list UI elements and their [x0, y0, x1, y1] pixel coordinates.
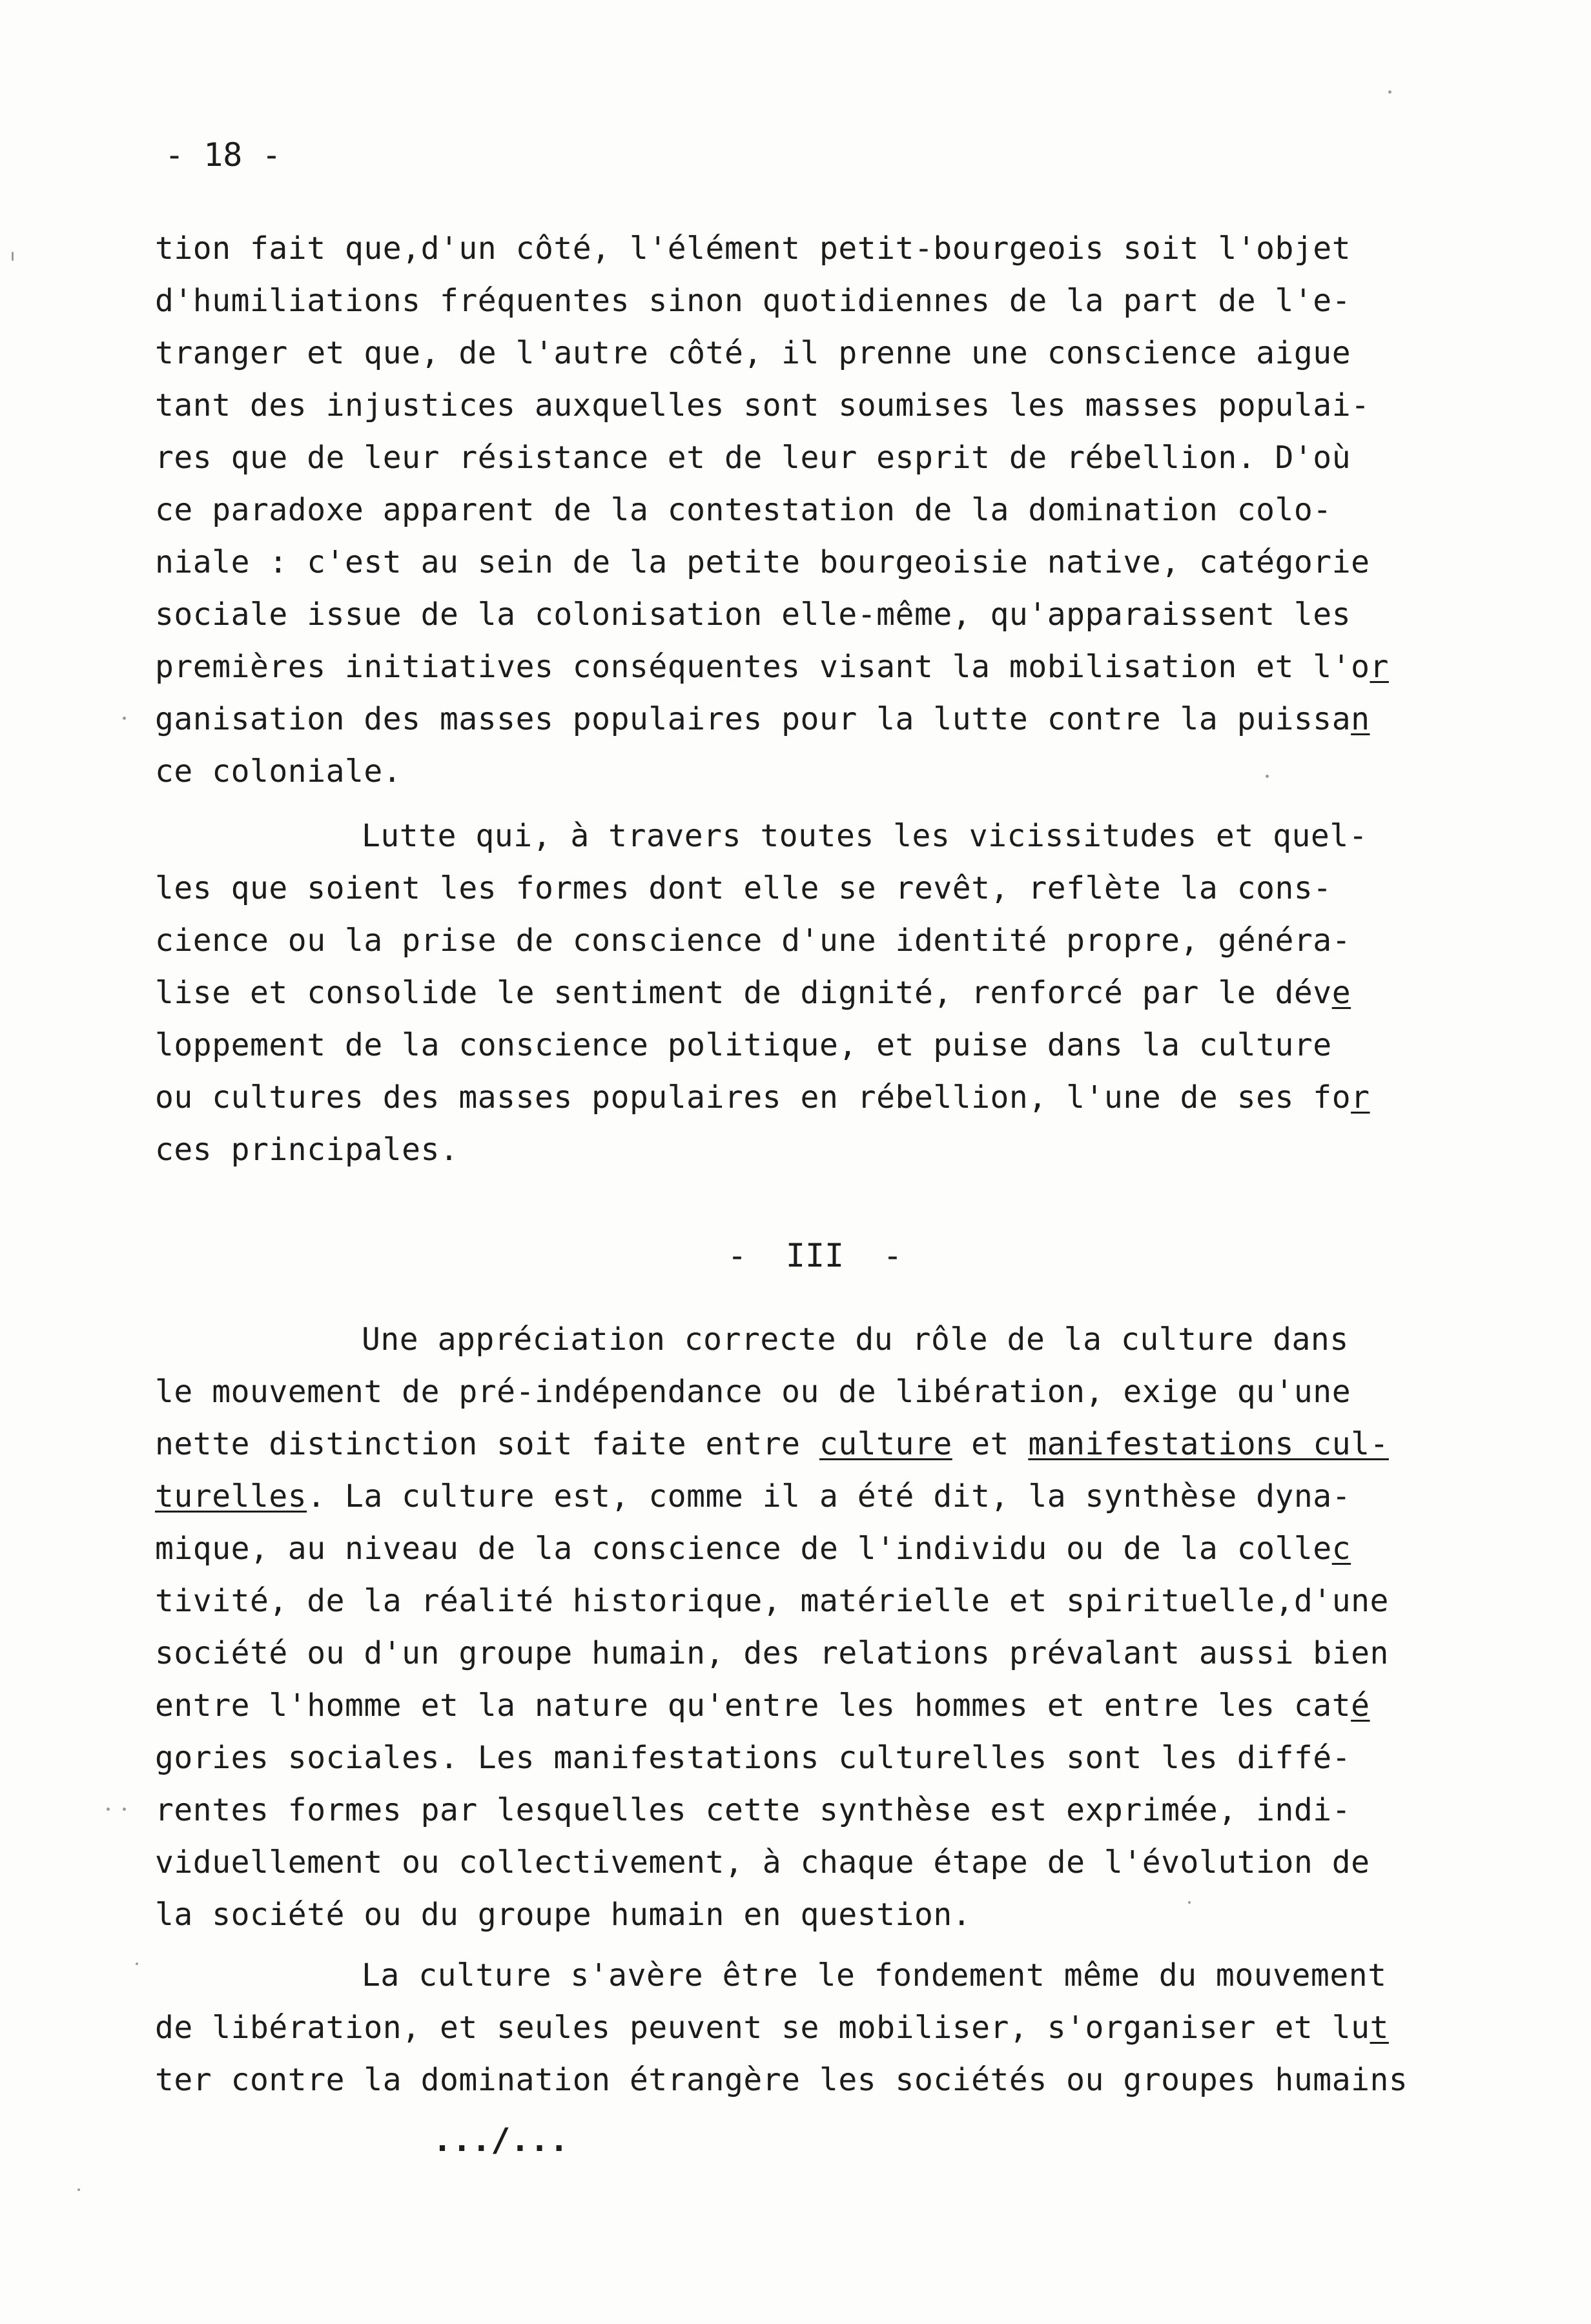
text-run: tion fait que,d'un côté, l'élément petit-bourgeois soit l'objet: [155, 230, 1351, 267]
text-line: [155, 1124, 1446, 1176]
underlined-text: manifestations cul-: [1028, 1426, 1389, 1462]
text-run: cience ou la prise de conscience d'une identité propre, généra-: [155, 922, 1351, 959]
text-line: [155, 1732, 1446, 1784]
text-line: [155, 484, 1446, 536]
page-number: - 18 -: [165, 136, 282, 174]
underlined-text: r: [1370, 649, 1389, 685]
text-line: [155, 1366, 1446, 1418]
underlined-text: culture: [819, 1426, 952, 1462]
text-line: [155, 1889, 1446, 1941]
text-line: [155, 275, 1446, 327]
paragraph-3: [155, 1314, 1446, 1941]
text-run: ce paradoxe apparent de la contestation de la domination colo-: [155, 492, 1332, 528]
text-line: [155, 967, 1446, 1019]
text-line: [155, 536, 1446, 589]
margin-speck: [136, 1962, 138, 1965]
text-run: mique, au niveau de la conscience de l'individu ou de la colle: [155, 1531, 1332, 1567]
text-line: [155, 1950, 1446, 2002]
text-run: rentes formes par lesquelles cette synthèse est exprimée, indi-: [155, 1792, 1351, 1828]
text-line: [155, 2054, 1446, 2106]
text-run: niale : c'est au sein de la petite bourgeoisie native, catégorie: [155, 544, 1370, 580]
text-run: les que soient les formes dont elle se revêt, reflète la cons-: [155, 870, 1332, 906]
text-run: nette distinction soit faite entre: [155, 1426, 819, 1462]
margin-speck: [77, 2188, 80, 2191]
text-line: [155, 1418, 1446, 1471]
paragraph-4: [155, 1950, 1446, 2106]
underlined-text: c: [1331, 1531, 1351, 1567]
text-line: [155, 746, 1446, 798]
text-run: de libération, et seules peuvent se mobiliser, s'organiser et lu: [155, 2010, 1370, 2046]
text-run: tivité, de la réalité historique, matérielle et spirituelle,d'une: [155, 1583, 1389, 1619]
text-run: la société ou du groupe humain en question.: [155, 1897, 972, 1933]
margin-speck: [1188, 1901, 1191, 1904]
continuation-mark: .../...: [433, 2121, 569, 2159]
margin-speck: [12, 252, 14, 261]
paragraph-2: [155, 810, 1446, 1176]
text-run: res que de leur résistance et de leur esprit de rébellion. D'où: [155, 440, 1351, 476]
text-run: ce coloniale.: [155, 753, 402, 790]
text-run: premières initiatives conséquentes visant la mobilisation et l'o: [155, 649, 1370, 685]
text-run: lise et consolide le sentiment de dignité, renforcé par le dév: [155, 975, 1332, 1011]
text-line: [155, 641, 1446, 693]
text-run: entre l'homme et la nature qu'entre les hommes et entre les cat: [155, 1687, 1351, 1724]
text-line: [155, 1627, 1446, 1680]
text-line: [155, 1523, 1446, 1575]
text-run: Lutte qui, à travers toutes les vicissitudes et quel-: [362, 818, 1368, 854]
text-line: [155, 432, 1446, 484]
text-run: viduellement ou collectivement, à chaque étape de l'évolution de: [155, 1844, 1370, 1881]
text-line: [155, 589, 1446, 641]
text-run: sociale issue de la colonisation elle-même, qu'apparaissent les: [155, 596, 1351, 633]
text-line: [155, 915, 1446, 967]
text-run: ganisation des masses populaires pour la lutte contre la puissa: [155, 701, 1351, 737]
text-line: [155, 1784, 1446, 1837]
text-run: le mouvement de pré-indépendance ou de libération, exige qu'une: [155, 1374, 1351, 1410]
underlined-text: turelles: [155, 1478, 307, 1514]
paragraph-1: [155, 223, 1446, 798]
text-run: La culture s'avère être le fondement même du mouvement: [362, 1957, 1387, 1993]
text-line: [155, 810, 1446, 862]
underlined-text: n: [1351, 701, 1370, 737]
text-line: [155, 380, 1446, 432]
margin-speck: [1266, 775, 1269, 778]
text-line: [155, 327, 1446, 380]
text-line: [155, 1019, 1446, 1072]
margin-speck: [123, 1808, 126, 1811]
text-line: [155, 1680, 1446, 1732]
text-run: et: [952, 1426, 1029, 1462]
text-run: tant des injustices auxquelles sont soumises les masses populai-: [155, 387, 1370, 423]
section-heading: - III -: [727, 1237, 903, 1274]
underlined-text: e: [1331, 975, 1351, 1011]
margin-speck: [107, 1808, 110, 1811]
text-line: [155, 2002, 1446, 2054]
text-run: tranger et que, de l'autre côté, il prenne une conscience aigue: [155, 335, 1351, 371]
text-line: [155, 1575, 1446, 1627]
text-run: ter contre la domination étrangère les sociétés ou groupes humains: [155, 2062, 1408, 2098]
text-run: . La culture est, comme il a été dit, la synthèse dyna-: [307, 1478, 1351, 1514]
text-line: [155, 1471, 1446, 1523]
text-line: [155, 1072, 1446, 1124]
text-run: société ou d'un groupe humain, des relations prévalant aussi bien: [155, 1635, 1389, 1671]
text-run: loppement de la conscience politique, et puise dans la culture: [155, 1027, 1332, 1063]
margin-speck: [1388, 90, 1391, 94]
text-run: d'humiliations fréquentes sinon quotidiennes de la part de l'e-: [155, 283, 1351, 319]
text-run: Une appréciation correcte du rôle de la culture dans: [362, 1321, 1349, 1358]
text-line: [155, 1837, 1446, 1889]
underlined-text: r: [1351, 1079, 1370, 1116]
text-run: ces principales.: [155, 1132, 459, 1168]
text-run: ou cultures des masses populaires en rébellion, l'une de ses fo: [155, 1079, 1351, 1116]
text-line: [155, 862, 1446, 915]
underlined-text: t: [1370, 2010, 1389, 2046]
text-line: [155, 1314, 1446, 1366]
text-line: [155, 223, 1446, 275]
margin-speck: [123, 717, 126, 720]
text-run: gories sociales. Les manifestations culturelles sont les diffé-: [155, 1740, 1351, 1776]
underlined-text: é: [1351, 1687, 1370, 1724]
text-line: [155, 693, 1446, 746]
